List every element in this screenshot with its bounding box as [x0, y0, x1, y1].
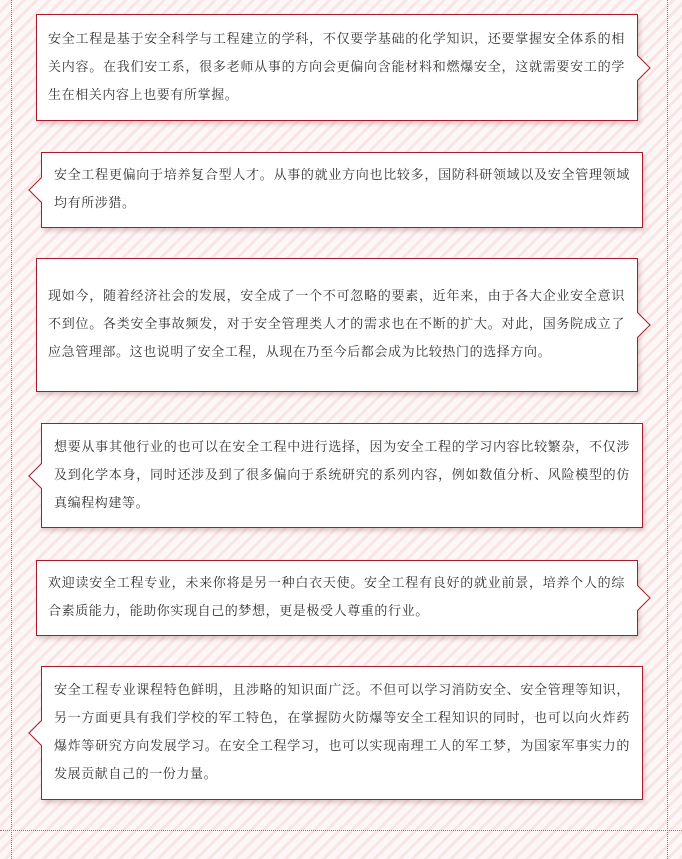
- bubble-tail-right: [625, 55, 650, 80]
- bubble-tail-right: [625, 312, 650, 337]
- bubble-tail-right: [625, 585, 650, 610]
- speech-bubble-3: [36, 258, 638, 392]
- speech-bubble-2: [41, 152, 643, 228]
- bubble-text: 安全工程专业课程特色鲜明，且涉略的知识面广泛。不但可以学习消防安全、安全管理等知识，另一方面更具有我们学校的军工特色，在掌握防火防爆等安全工程知识的同时，也可以向火炸药爆炸等研究方向发展学习。在安全工程学习，也可以实现南理工人的军工梦，为国家军事实力的发展贡献自己的一份力量。: [54, 683, 630, 782]
- bubble-tail-left: [28, 720, 53, 745]
- bubble-text: 安全工程更偏向于培养复合型人才。从事的就业方向也比较多，国防科研领域以及安全管理领域均有所涉猎。: [54, 168, 630, 211]
- speech-bubble-6: [41, 666, 643, 800]
- bottom-guide-line: [0, 830, 682, 831]
- bubble-tail-left: [28, 463, 53, 488]
- right-guide-line: [667, 0, 668, 859]
- bubble-text: 现如今，随着经济社会的发展，安全成了一个不可忽略的要素，近年来，由于各大企业安全意识不到位。各类安全事故频发，对于安全管理类人才的需求也在不断的扩大。对此，国务院成立了应急管理部。这也说明了安全工程，从现在乃至今后都会成为比较热门的选择方向。: [48, 289, 625, 360]
- speech-bubble-4: [41, 423, 643, 528]
- speech-bubble-1: [36, 14, 638, 121]
- bubble-text: 想要从事其他行业的也可以在安全工程中进行选择，因为安全工程的学习内容比较繁杂，不仅涉及到化学本身，同时还涉及到了很多偏向于系统研究的系列内容，例如数值分析、风险模型的仿真编程构建等。: [54, 439, 630, 511]
- bubble-text: 欢迎读安全工程专业，未来你将是另一种白衣天使。安全工程有良好的就业前景，培养个人的综合素质能力，能助你实现自己的梦想，更是极受人尊重的行业。: [48, 576, 625, 619]
- bubble-text: 安全工程是基于安全科学与工程建立的学科，不仅要学基础的化学知识，还要掌握安全体系的相关内容。在我们安工系，很多老师从事的方向会更偏向含能材料和燃爆安全，这就需要安工的学生在相关内容上也要有所掌握。: [48, 31, 625, 103]
- speech-bubble-5: [36, 560, 638, 636]
- left-guide-line: [11, 0, 12, 859]
- bubble-tail-left: [28, 177, 53, 202]
